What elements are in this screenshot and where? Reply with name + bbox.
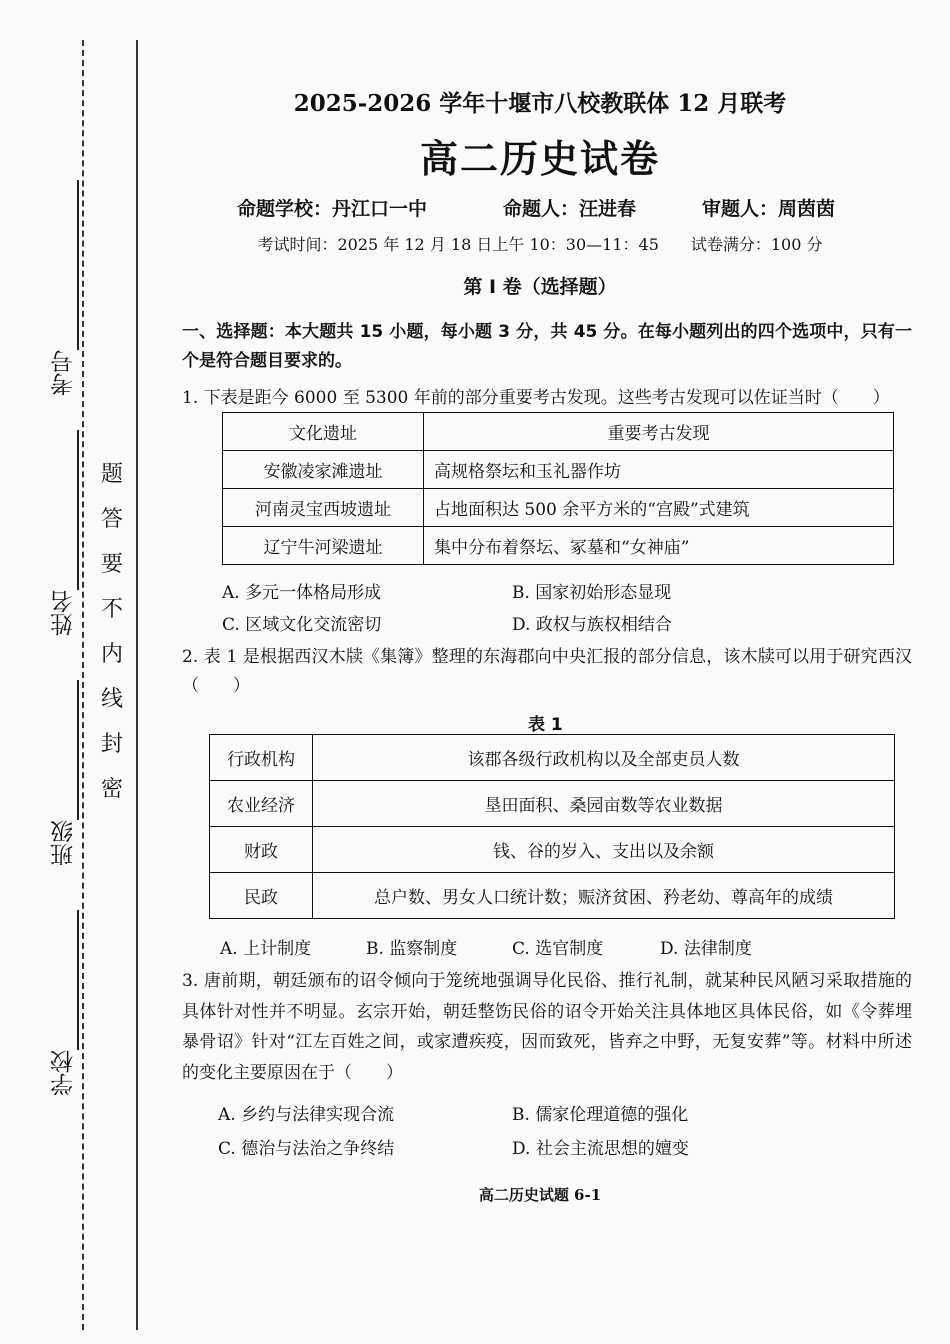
- q3-option-a[interactable]: A. 乡约与法律实现合流: [218, 1105, 395, 1125]
- exam-info: 考试时间：2025 年 12 月 18 日上午 10：30—11：45 试卷满分：100 分: [257, 235, 823, 254]
- table-cell: 行政机构: [210, 735, 313, 781]
- table-cell: 安徽凌家滩遗址: [223, 451, 424, 489]
- q1-stem: 1. 下表是距今 6000 至 5300 年前的部分重要考古发现。这些考古发现可以佐证当时（ ）: [182, 388, 890, 408]
- table-row: [210, 827, 895, 873]
- q3-option-c[interactable]: C. 德治与法治之争终结: [218, 1139, 395, 1159]
- table-row: [223, 527, 894, 565]
- notice-char: 内: [100, 642, 123, 667]
- notice-char: 封: [100, 732, 123, 757]
- table-cell: 辽宁牛河梁遗址: [223, 527, 424, 565]
- page-footer: 高二历史试题 6-1: [478, 1186, 602, 1204]
- q2-table: [209, 734, 895, 919]
- name-label: 姓名: [50, 590, 77, 636]
- notice-char: 密: [100, 777, 123, 802]
- subject-title: 高二历史试卷: [419, 137, 660, 181]
- table-cell: 钱、谷的岁入、支出以及余额: [313, 827, 895, 873]
- reviewer-credit: 审题人：周茵茵: [702, 198, 836, 220]
- table-cell: 财政: [210, 827, 313, 873]
- table-row: [210, 873, 895, 919]
- table-cell: 垦田面积、桑园亩数等农业数据: [313, 781, 895, 827]
- q3-option-b[interactable]: B. 儒家伦理道德的强化: [512, 1105, 689, 1125]
- school-credit: 命题学校：丹江口一中: [237, 198, 428, 220]
- q1-option-d[interactable]: D. 政权与族权相结合: [512, 615, 672, 635]
- notice-char: 题: [100, 462, 123, 487]
- school-label: 学校: [50, 1050, 77, 1096]
- q2-stem: 2. 表 1 是根据西汉木牍《集簿》整理的东海郡向中央汇报的部分信息，该木牍可以用于研究西汉（ ）: [182, 647, 912, 696]
- notice-char: 不: [100, 597, 123, 622]
- table-cell: 民政: [210, 873, 313, 919]
- q2-option-a[interactable]: A. 上计制度: [220, 939, 312, 959]
- q1-option-b[interactable]: B. 国家初始形态显现: [512, 583, 672, 603]
- table-cell: 该郡各级行政机构以及全部吏员人数: [313, 735, 895, 781]
- q2-option-c[interactable]: C. 选官制度: [512, 939, 604, 959]
- field-class: [38, 680, 88, 866]
- q1-option-c[interactable]: C. 区域文化交流密切: [222, 615, 382, 635]
- class-label: 班级: [50, 820, 77, 866]
- notice-char: 线: [100, 687, 123, 712]
- q2-option-d[interactable]: D. 法律制度: [660, 939, 752, 959]
- q2-option-b[interactable]: B. 监察制度: [366, 939, 458, 959]
- table-cell: 占地面积达 500 余平方米的“宫殿”式建筑: [424, 489, 894, 527]
- notice-char: 要: [100, 552, 123, 577]
- exam-number-blank[interactable]: [77, 180, 79, 350]
- table-header-row: [223, 413, 894, 451]
- q2-table-caption: 表 1: [528, 715, 563, 735]
- q1-table: [222, 412, 894, 565]
- table-cell: 河南灵宝西坡遗址: [223, 489, 424, 527]
- name-blank[interactable]: [77, 430, 79, 590]
- q3-stem: 3. 唐前期，朝廷颁布的诏令倾向于笼统地强调导化民俗、推行礼制，就某种民风陋习采取措施的具体针对性并不明显。玄宗开始，朝廷整饬民俗的诏令开始关注具体地区具体民俗，如《令葬埋暴骨诏》针对“江左百姓之间，或家遭疾疫，因而致死，皆弃之中野，无复安葬”等。材料中所述的变化主要原因在于（ ）: [182, 971, 912, 1083]
- table-cell: 总户数、男女人口统计数；赈济贫困、矜老幼、尊高年的成绩: [313, 873, 895, 919]
- field-exam-number: [38, 180, 88, 396]
- table-cell: 集中分布着祭坛、冢墓和“女神庙”: [424, 527, 894, 565]
- notice-char: 答: [100, 507, 123, 532]
- author-credit: 命题人：汪进春: [503, 198, 637, 220]
- table-row: [223, 451, 894, 489]
- q3-option-d[interactable]: D. 社会主流思想的嬗变: [512, 1139, 689, 1159]
- binding-solid-line: [136, 40, 138, 1330]
- no-answer-notice: [92, 452, 132, 812]
- section-title: 第 I 卷（选择题）: [463, 276, 617, 298]
- school-blank[interactable]: [77, 910, 79, 1050]
- table-row: [210, 735, 895, 781]
- class-blank[interactable]: [77, 680, 79, 820]
- table-row: [210, 781, 895, 827]
- exam-title: 2025-2026 学年十堰市八校教联体 12 月联考: [293, 90, 787, 117]
- field-school: [38, 910, 88, 1096]
- table-cell: 高规格祭坛和玉礼器作坊: [424, 451, 894, 489]
- section-instruction: 一、选择题：本大题共 15 小题，每小题 3 分，共 45 分。在每小题列出的四个选项中，只有一个是符合题目要求的。: [182, 322, 912, 371]
- table-cell: 农业经济: [210, 781, 313, 827]
- q1-option-a[interactable]: A. 多元一体格局形成: [222, 583, 382, 603]
- field-name: [38, 430, 88, 636]
- exam-number-label: 考号: [50, 350, 77, 396]
- table-header-cell: 重要考古发现: [424, 413, 894, 451]
- table-row: [223, 489, 894, 527]
- table-header-cell: 文化遗址: [223, 413, 424, 451]
